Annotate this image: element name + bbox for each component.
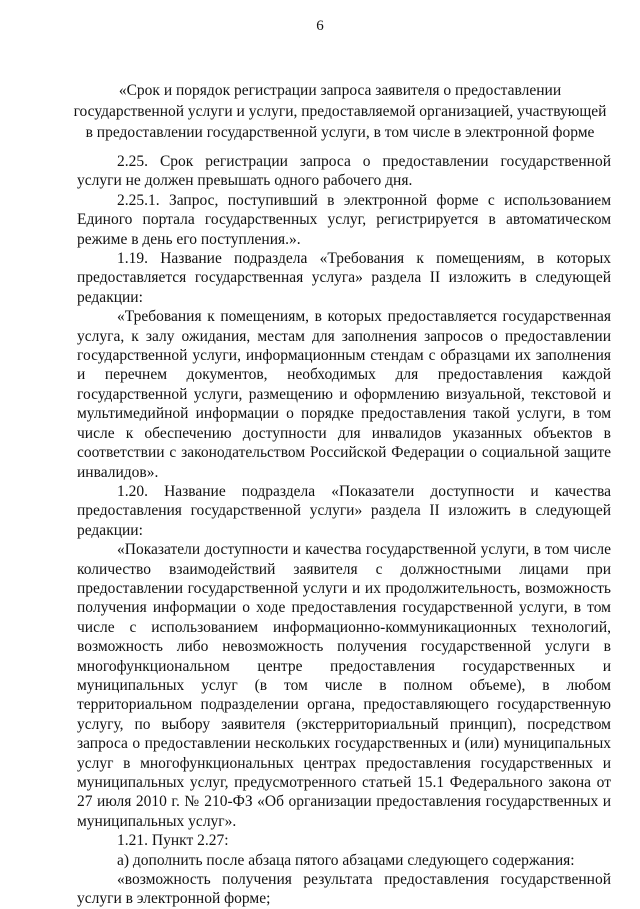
paragraph-1-21-a: а) дополнить после абзаца пятого абзацами следующего содержания: [117,851,575,869]
page-number: 6 [316,18,324,34]
paragraph-2-25: 2.25. Срок регистрации запроса о предоставлении государственной услуги не должен превышать одного рабочего дня. [77,153,611,190]
paragraph-1-20: 1.20. Название подраздела «Показатели доступности и качества предоставления государственной услуги» раздела II изложить в следующей редакции: [77,482,611,539]
paragraph-1-19: 1.19. Название подраздела «Требования к помещениям, в которых предоставляется государственная услуга» раздела II изложить в следующей редакции: [77,250,611,306]
paragraph-premises-requirements: «Требования к помещениям, в которых предоставляется государственная услуга, к залу ожидания, местам для заполнения запросов о предоставлении государственной услуги, информационным стендам с образцами их заполнения и перечнем документов, необходимых для предоставления каждой государственной услуги, размещению и оформлению визуальной, текстовой и мультимедийной информации о порядке предоставления такой услуги, в том числе к обеспечению доступности для инвалидов указанных объектов в соответствии с законодательством Российской Федерации о социальной защите инвалидов». [77,308,611,481]
section-heading: «Срок и порядок регистрации запроса заявителя о предоставлении государственной услуги и услуги, предоставляемой организацией, участвующей в предоставлении государственной услуги, в том числе в электронной форме [73,82,607,141]
paragraph-accessibility-indicators: «Показатели доступности и качества государственной услуги, в том числе количество взаимодействий заявителя с должностными лицами при предоставлении государственной услуги и их продолжительность, возможность получения информации о ходе предоставления государственной услуги, в том числе с использованием информационно-коммуникационных технологий, возможность либо невозможность получения государственной услуги в многофункциональном центре предоставления государственных и муниципальных услуг (в том числе в полном объеме), в любом территориальном подразделении органа, предоставляющего государственную услугу, по выбору заявителя (экстерриториальный принцип), посредством запроса о предоставлении нескольких государственных и (или) муниципальных услуг в многофункциональных центрах предоставления государственных и муниципальных услуг, предусмотренного статьей 15.1 Федерального закона от 27 июля 2010 г. № 210-ФЗ «Об организации предоставления государственных и муниципальных услуг». [77,541,611,830]
document-body [77,152,611,909]
paragraph-1-21: 1.21. Пункт 2.27: [117,832,229,850]
paragraph-electronic-result: «возможность получения результата предоставления государственной услуги в электронной форме; [77,871,611,908]
paragraph-2-25-1: 2.25.1. Запрос, поступивший в электронной форме с использованием Единого портала государственных услуг, регистрируется в автоматическом режиме в день его поступления.». [77,191,611,248]
